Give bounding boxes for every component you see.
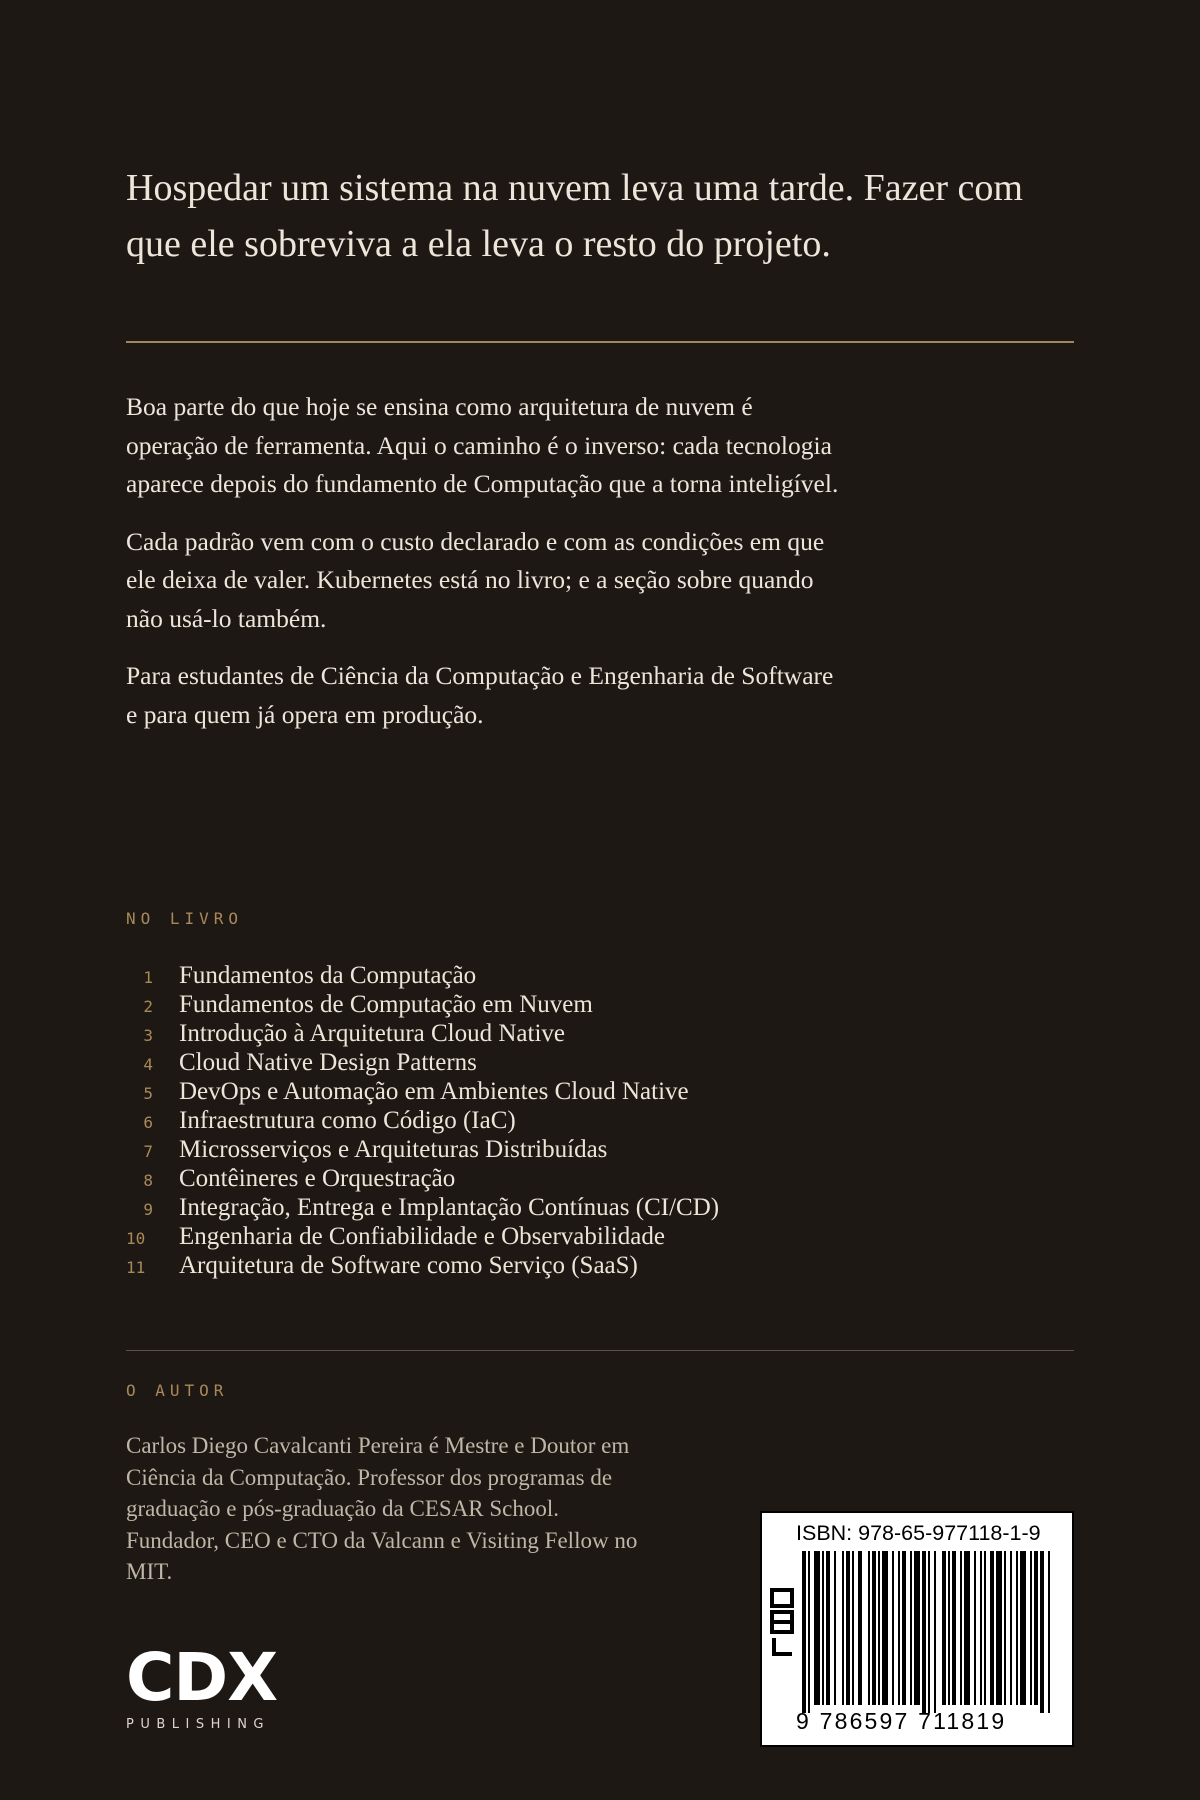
chapter-item [126, 1252, 906, 1281]
barcode-digits: 9 786597 711819 [796, 1708, 1007, 1734]
description-line: Boa parte do que hoje se ensina como arquitetura de nuvem é [126, 392, 753, 421]
chapter-number: 8 [143, 1171, 153, 1190]
book-section-label: NO LIVRO [126, 909, 244, 928]
cbl-registration-icon [770, 1588, 794, 1658]
barcode-bar [852, 1551, 854, 1705]
chapter-title: Introdução à Arquitetura Cloud Native [179, 1020, 565, 1047]
barcode-bar [902, 1551, 906, 1705]
description-line: e para quem já opera em produção. [126, 699, 484, 729]
chapter-item [126, 1136, 906, 1165]
publisher-logo [126, 1639, 278, 1732]
description-line: Para estudantes de Ciência da Computação e Engenharia de Software [126, 661, 834, 690]
chapter-title: DevOps e Automação em Ambientes Cloud Native [179, 1078, 689, 1105]
author-bio-line: Ciência da Computação. Professor dos programas de [126, 1464, 613, 1490]
barcode-bar [942, 1551, 946, 1705]
chapter-number: 6 [143, 1113, 153, 1132]
barcode-bar [826, 1551, 830, 1705]
tagline-line-2: que ele sobreviva a ela leva o resto do projeto. [126, 223, 831, 265]
author-bio-line: graduação e pós-graduação da CESAR School. [126, 1496, 560, 1521]
barcode-bar [1034, 1551, 1038, 1705]
barcode-bar [996, 1551, 1002, 1705]
barcode-bar [822, 1551, 824, 1705]
chapter-item [126, 991, 906, 1020]
description-paragraph-3 [126, 657, 1086, 734]
gray-divider [126, 1350, 1074, 1351]
barcode-bar [898, 1551, 900, 1705]
chapter-title: Microsserviços e Arquiteturas Distribuídas [179, 1136, 608, 1163]
barcode-bar [914, 1551, 920, 1705]
isbn-barcode [760, 1511, 1074, 1747]
publisher-logo-mark: CDX [126, 1639, 278, 1716]
barcode-bar [910, 1551, 912, 1705]
barcode-bar [1040, 1551, 1044, 1713]
description-line: ele deixa de valer. Kubernetes está no livro; e a seção sobre quando [126, 565, 814, 594]
chapter-number: 2 [143, 997, 153, 1016]
barcode-bar [892, 1551, 894, 1705]
barcode-bar [984, 1551, 986, 1705]
chapter-number: 4 [143, 1055, 153, 1074]
barcode-bar [960, 1551, 962, 1705]
chapter-number: 7 [143, 1142, 153, 1161]
description-line: aparece depois do fundamento de Computação que a torna inteligível. [126, 469, 839, 498]
author-bio-line: Carlos Diego Cavalcanti Pereira é Mestre e Doutor em [126, 1433, 630, 1458]
description-line: não usá-lo também. [126, 603, 327, 633]
barcode-bar [1030, 1551, 1032, 1705]
description-line: operação de ferramenta. Aqui o caminho é o inverso: cada tecnologia [126, 430, 832, 460]
barcode-bar [948, 1551, 950, 1705]
chapter-item [126, 962, 906, 991]
barcode-bar [928, 1551, 930, 1713]
barcode-bar [878, 1551, 880, 1705]
isbn-label: ISBN: 978-65-977118-1-9 [796, 1521, 1041, 1545]
barcode-bar [802, 1551, 806, 1713]
description-paragraph-1 [126, 388, 1086, 504]
chapter-item [126, 1223, 906, 1252]
gold-divider [126, 341, 1074, 343]
chapter-title: Cloud Native Design Patterns [179, 1049, 477, 1076]
chapter-number: 9 [143, 1200, 153, 1219]
author-bio [126, 1430, 746, 1588]
description-line: Cada padrão vem com o custo declarado e com as condições em que [126, 526, 825, 556]
tagline [126, 160, 1066, 272]
barcode-bar [808, 1551, 810, 1713]
barcode-bar [868, 1551, 870, 1705]
chapter-title: Infraestrutura como Código (IaC) [179, 1107, 516, 1134]
chapter-item [126, 1020, 906, 1049]
barcode-bar [858, 1551, 862, 1705]
author-bio-line: Fundador, CEO e CTO da Valcann e Visiting Fellow no [126, 1527, 638, 1553]
barcode-bar [952, 1551, 956, 1705]
barcode-bar [1016, 1551, 1018, 1705]
barcode-bar [974, 1551, 976, 1705]
chapter-item [126, 1078, 906, 1107]
chapter-number: 5 [143, 1084, 153, 1103]
author-bio-line: MIT. [126, 1559, 173, 1584]
barcode-bar [990, 1551, 994, 1705]
barcode-bar [1020, 1551, 1026, 1705]
chapter-item [126, 1194, 906, 1223]
barcode-bar [846, 1551, 850, 1705]
chapter-title: Fundamentos da Computação [179, 962, 477, 989]
barcode-bar [842, 1551, 844, 1705]
barcode-bar [922, 1551, 926, 1713]
barcode-bar [872, 1551, 876, 1705]
description-paragraph-2 [126, 523, 1086, 639]
tagline-line-1: Hospedar um sistema na nuvem leva uma tarde. Fazer com [126, 167, 1023, 209]
barcode-bar [934, 1551, 936, 1713]
barcode-bar [1004, 1551, 1006, 1705]
chapter-number: 10 [126, 1229, 146, 1248]
author-section-label: O AUTOR [126, 1381, 229, 1400]
barcode-bar [1010, 1551, 1012, 1705]
chapter-title: Arquitetura de Software como Serviço (SaaS) [179, 1252, 638, 1279]
barcode-bar [814, 1551, 820, 1705]
chapter-title: Contêineres e Orquestração [179, 1165, 456, 1192]
chapter-title: Fundamentos de Computação em Nuvem [179, 991, 593, 1018]
chapter-number: 3 [143, 1026, 153, 1045]
barcode-bar [834, 1551, 836, 1705]
table-of-contents [126, 962, 906, 1281]
barcode-bar [980, 1551, 982, 1705]
chapter-item [126, 1165, 906, 1194]
chapter-item [126, 1049, 906, 1078]
publisher-logo-subtitle: PUBLISHING [126, 1717, 271, 1732]
chapter-title: Engenharia de Confiabilidade e Observabilidade [179, 1223, 665, 1250]
barcode-bar [1048, 1551, 1050, 1713]
barcode-bar [964, 1551, 970, 1705]
chapter-number: 1 [143, 968, 153, 987]
barcode-bar [882, 1551, 888, 1705]
chapter-item [126, 1107, 906, 1136]
chapter-title: Integração, Entrega e Implantação Contínuas (CI/CD) [179, 1194, 720, 1221]
description [126, 388, 1086, 753]
chapter-number: 11 [126, 1258, 146, 1277]
